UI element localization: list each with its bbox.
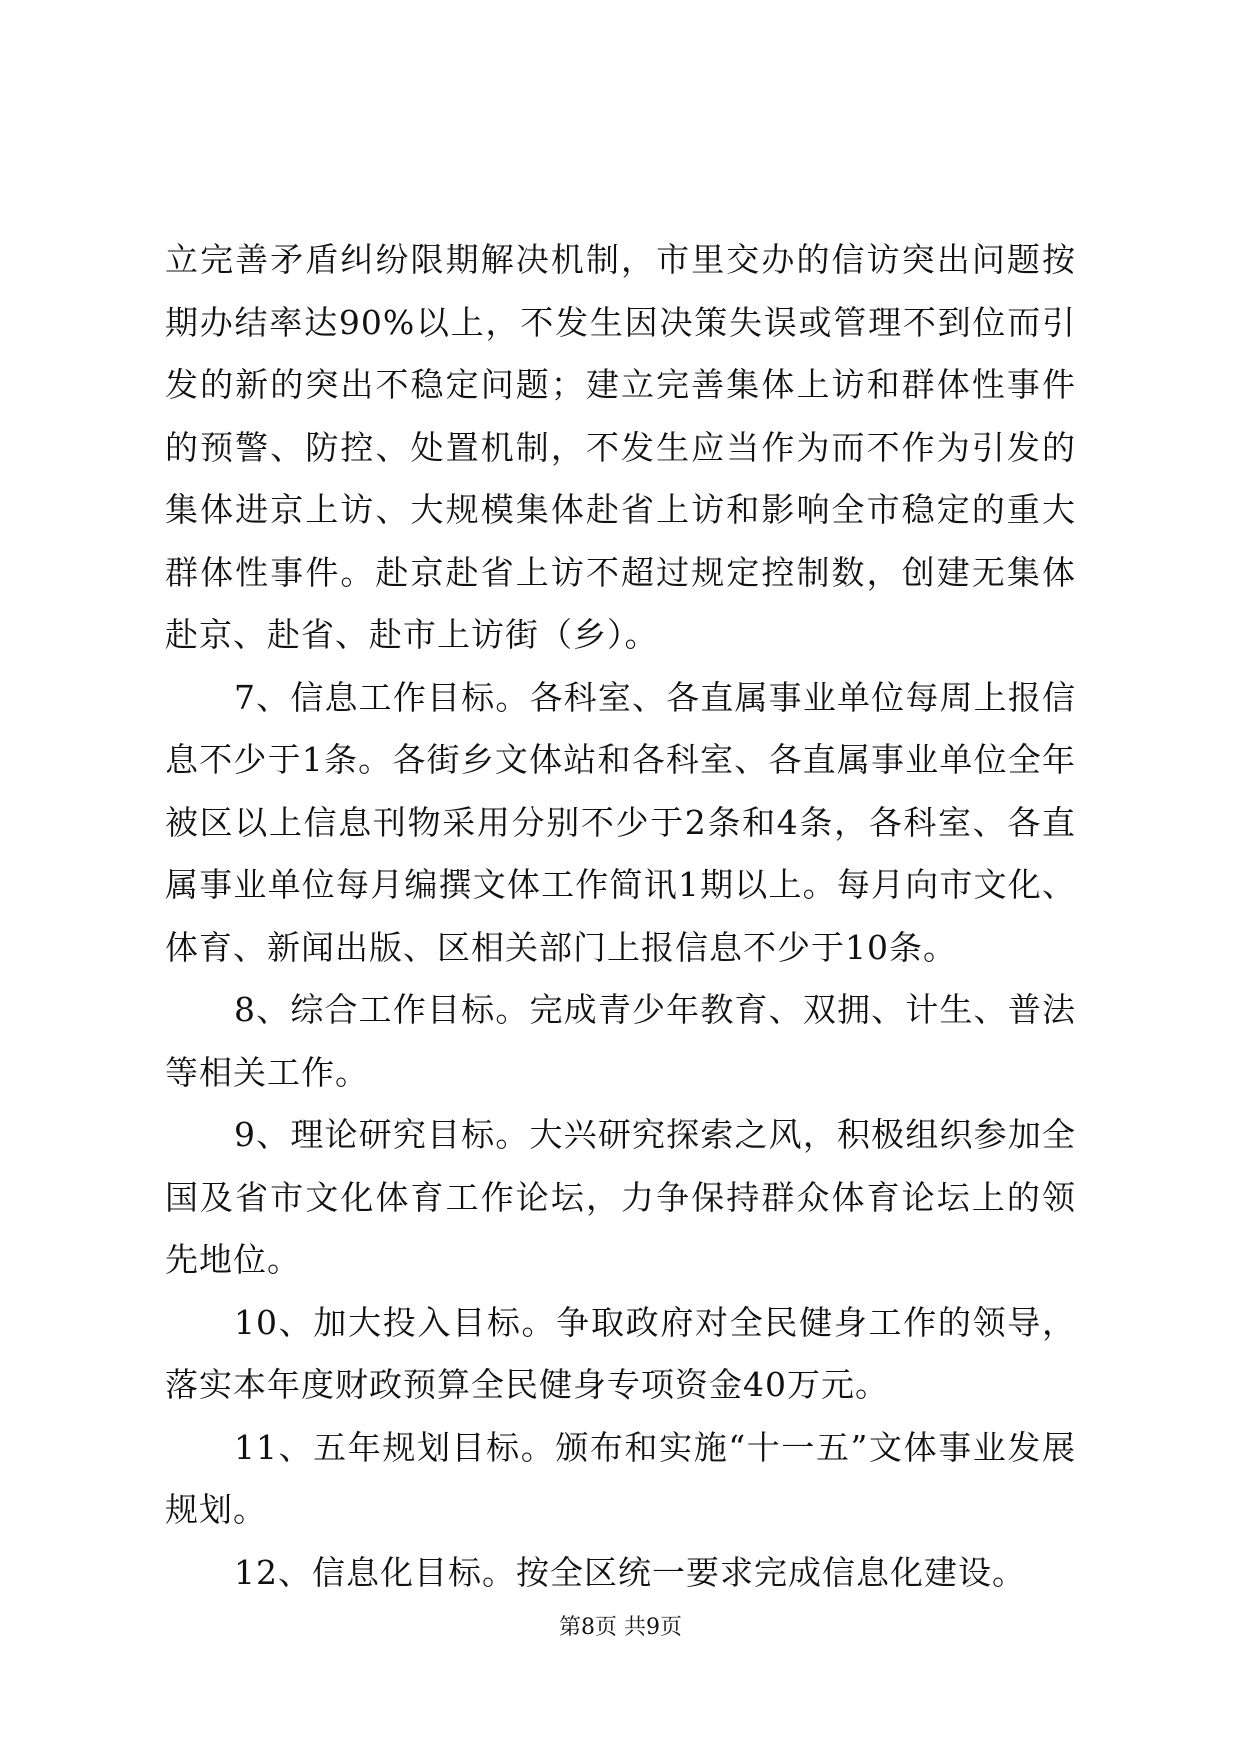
paragraph-investment-target: 10、加大投入目标。争取政府对全民健身工作的领导，落实本年度财政预算全民健身专项资金40万元。 bbox=[165, 1302, 1076, 1404]
paragraph-five-year-plan-target: 11、五年规划目标。颁布和实施“十一五”文体事业发展规划。 bbox=[165, 1427, 1076, 1529]
paragraph-informatization-target: 12、信息化目标。按全区统一要求完成信息化建设。 bbox=[234, 1552, 1026, 1592]
paragraph-comprehensive-target: 8、综合工作目标。完成青少年教育、双拥、计生、普法等相关工作。 bbox=[165, 990, 1076, 1092]
paragraph-continuation: 立完善矛盾纠纷限期解决机制，市里交办的信访突出问题按期办结率达90%以上，不发生因决策失误或管理不到位而引发的新的突出不稳定问题；建立完善集体上访和群体性事件的预警、防控、处置机制，不发生应当作为而不作为引发的集体进京上访、大规模集体赴省上访和影响全市稳定的重大群体性事件。赴京赴省上访不超过规定控制数，创建无集体赴京、赴省、赴市上访街（乡）。 bbox=[165, 240, 1076, 654]
paragraph-information-target: 7、信息工作目标。各科室、各直属事业单位每周上报信息不少于1条。各街乡文体站和各科室、各直属事业单位全年被区以上信息刊物采用分别不少于2条和4条，各科室、各直属事业单位每月编撰文体工作简讯1期以上。每月向市文化、体育、新闻出版、区相关部门上报信息不少于10条。 bbox=[165, 677, 1076, 967]
paragraph-theory-research-target: 9、理论研究目标。大兴研究探索之风，积极组织参加全国及省市文化体育工作论坛，力争保持群众体育论坛上的领先地位。 bbox=[165, 1115, 1076, 1279]
page-footer: 第8页 共9页 bbox=[559, 1615, 682, 1640]
document-body bbox=[165, 229, 1076, 1604]
